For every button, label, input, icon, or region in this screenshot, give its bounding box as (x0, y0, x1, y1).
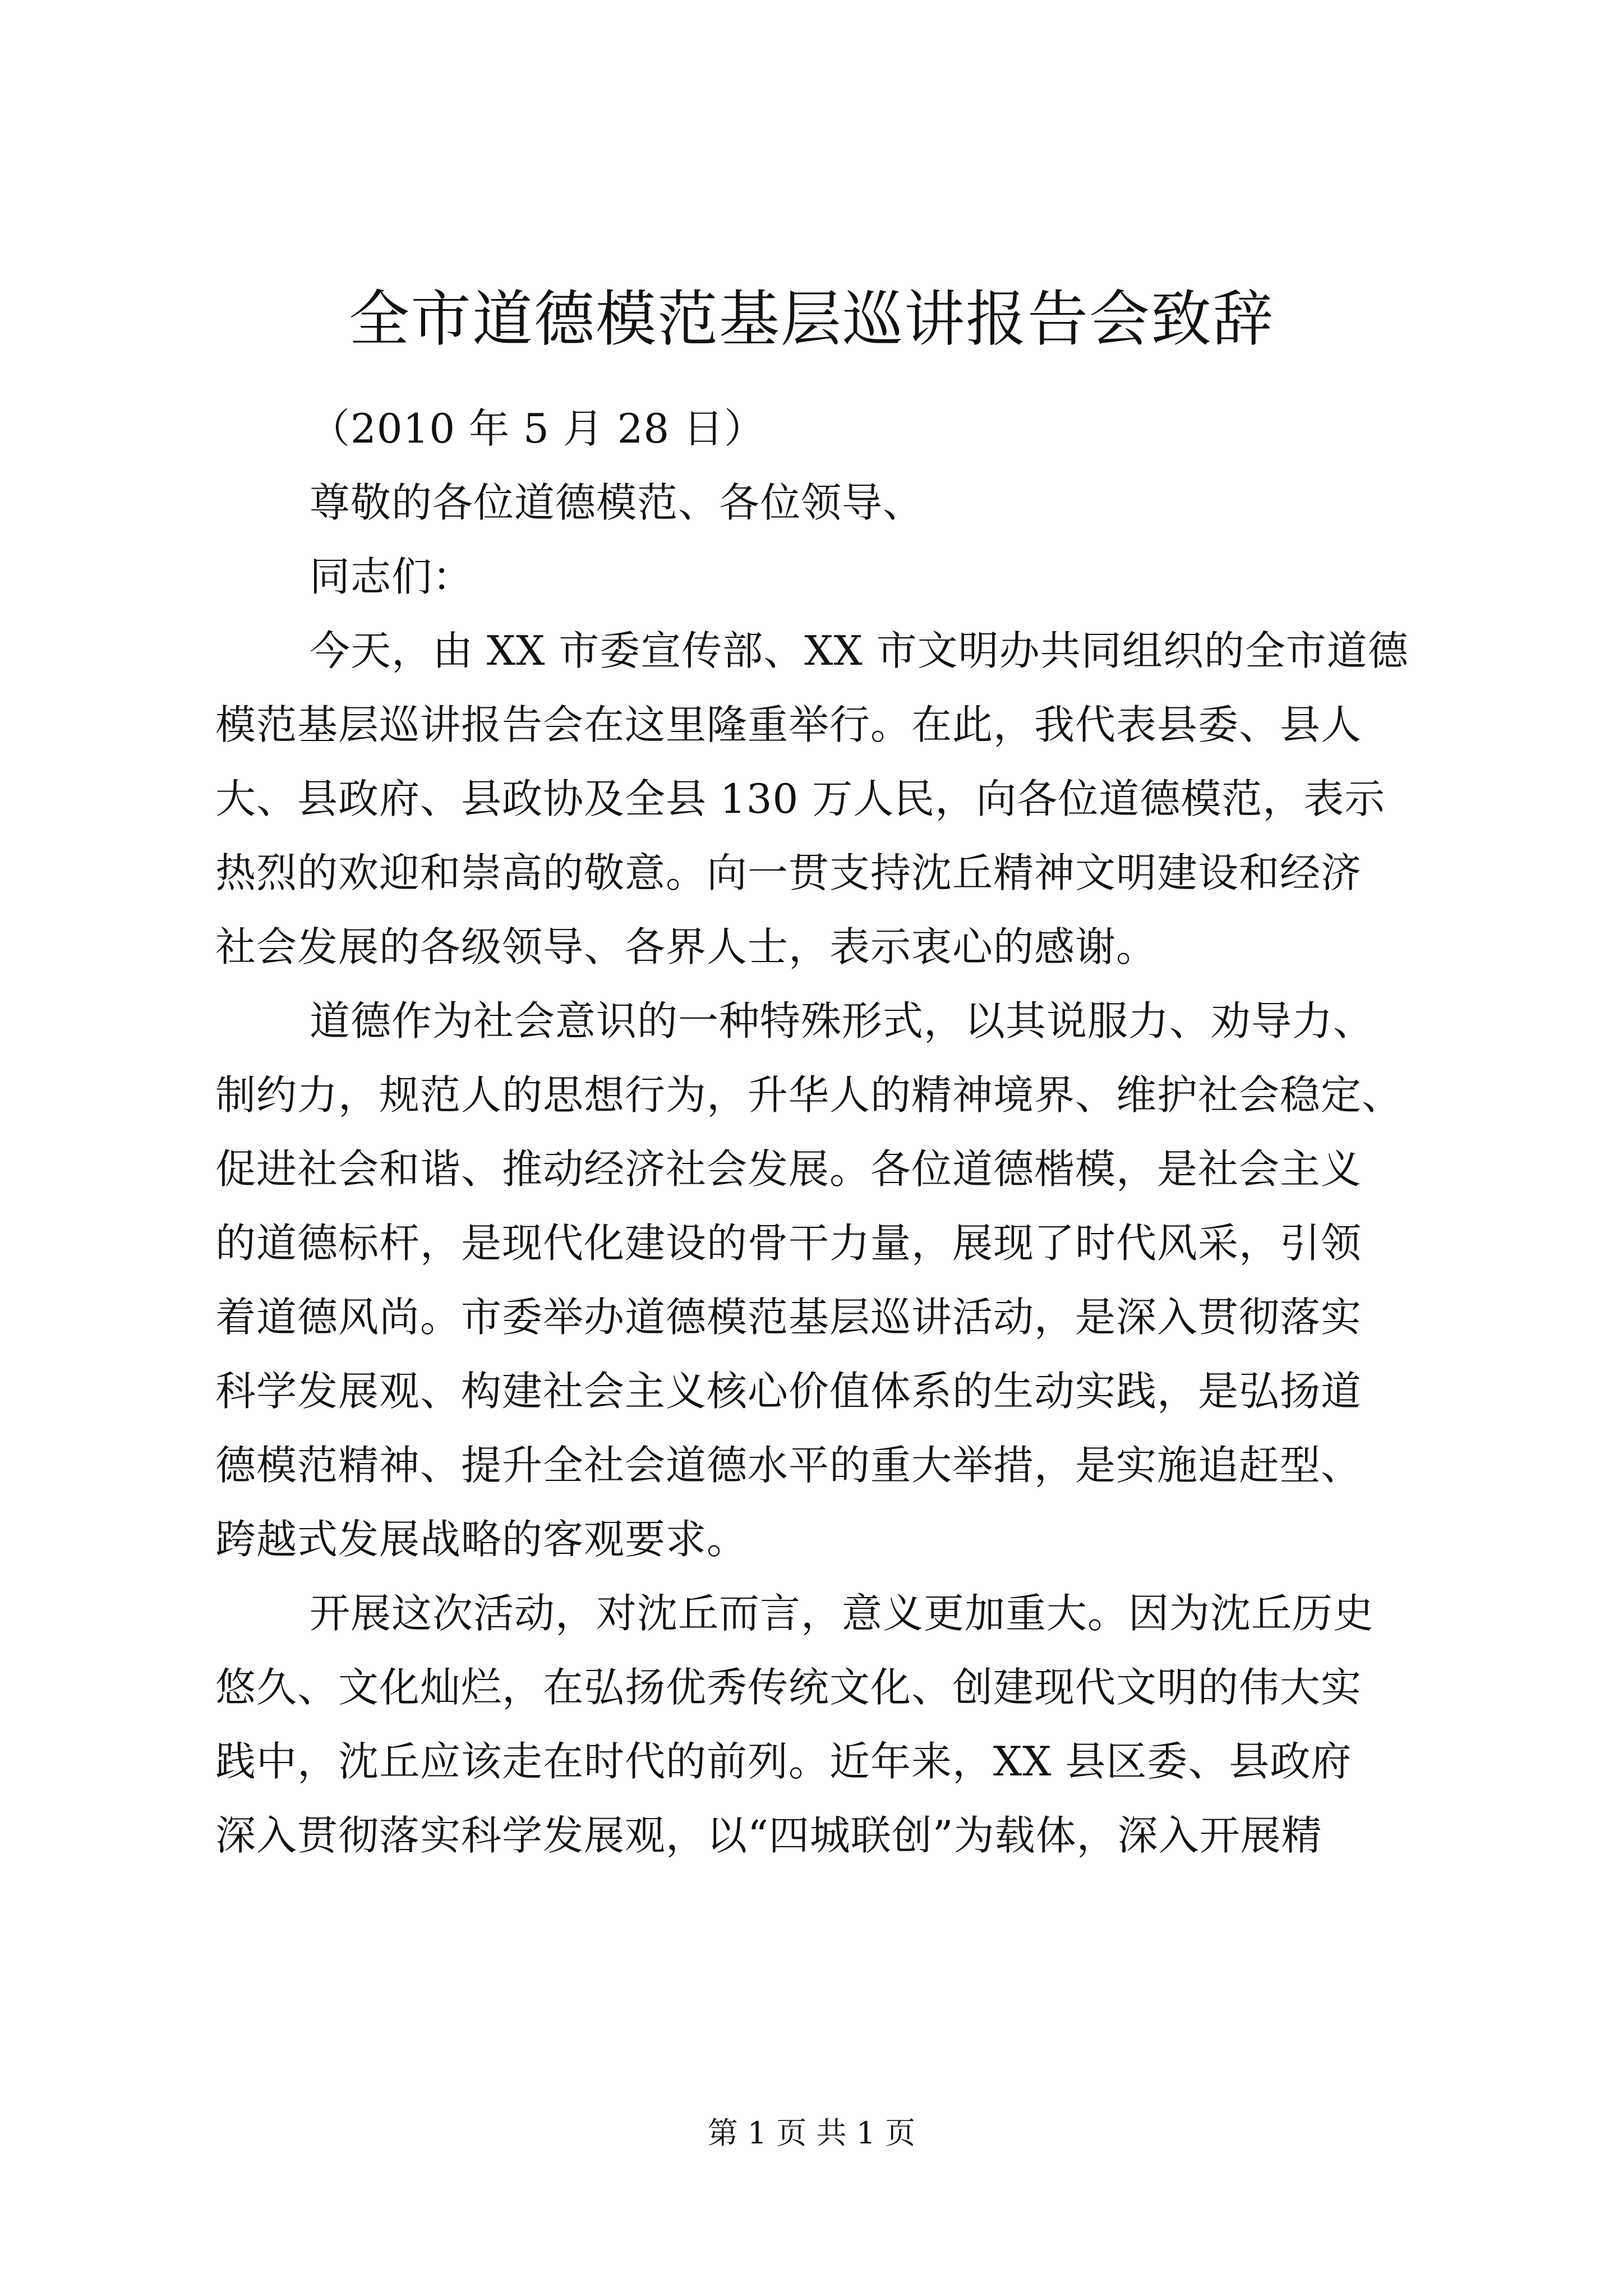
page-footer: 第 1 页 共 1 页 (707, 2115, 916, 2151)
paragraph-line: 制约力，规范人的思想行为，升华人的精神境界、维护社会稳定、 (215, 1071, 1403, 1119)
document-body (215, 392, 1415, 1872)
salutation-line: 尊敬的各位道德模范、各位领导、 (310, 479, 924, 526)
paragraph-line: 悠久、文化灿烂，在弘扬优秀传统文化、创建现代文明的伟大实 (215, 1664, 1362, 1711)
paragraph-line: 德模范精神、提升全社会道德水平的重大举措，是实施追赶型、 (215, 1442, 1362, 1489)
paragraph-line: 开展这次活动，对沈丘而言，意义更加重大。因为沈丘历史 (310, 1590, 1375, 1637)
paragraph-line: 今天，由 XX 市委宣传部、XX 市文明办共同组织的全市道德 (310, 627, 1409, 674)
paragraph-line: 热烈的欢迎和崇高的敬意。向一贯支持沈丘精神文明建设和经济 (215, 849, 1362, 896)
paragraph-line: 践中，沈丘应该走在时代的前列。近年来，XX 县区委、县政府 (215, 1738, 1352, 1785)
paragraph-line: 跨越式发展战略的客观要求。 (215, 1516, 748, 1563)
paragraph-line: 促进社会和谐、推动经济社会发展。各位道德楷模，是社会主义 (215, 1145, 1362, 1193)
paragraph-line: 着道德风尚。市委举办道德模范基层巡讲活动，是深入贯彻落实 (215, 1294, 1362, 1341)
paragraph-line: 大、县政府、县政协及全县 130 万人民，向各位道德模范，表示 (215, 775, 1386, 822)
salutation-line: 同志们： (310, 553, 474, 600)
paragraph-line: 道德作为社会意识的一种特殊形式，以其说服力、劝导力、 (310, 997, 1375, 1045)
paragraph-line: 模范基层巡讲报告会在这里隆重举行。在此，我代表县委、县人 (215, 701, 1362, 748)
paragraph-line: 深入贯彻落实科学发展观，以“四城联创”为载体，深入开展精 (215, 1812, 1322, 1859)
paragraph-line: 科学发展观、构建社会主义核心价值体系的生动实践，是弘扬道 (215, 1368, 1362, 1415)
document-title: 全市道德模范基层巡讲报告会致辞 (348, 284, 1274, 355)
paragraph-line: 的道德标杆，是现代化建设的骨干力量，展现了时代风采，引领 (215, 1220, 1362, 1267)
date-line: （2010 年 5 月 28 日） (310, 405, 766, 452)
paragraph-line: 社会发展的各级领导、各界人士，表示衷心的感谢。 (215, 923, 1158, 970)
